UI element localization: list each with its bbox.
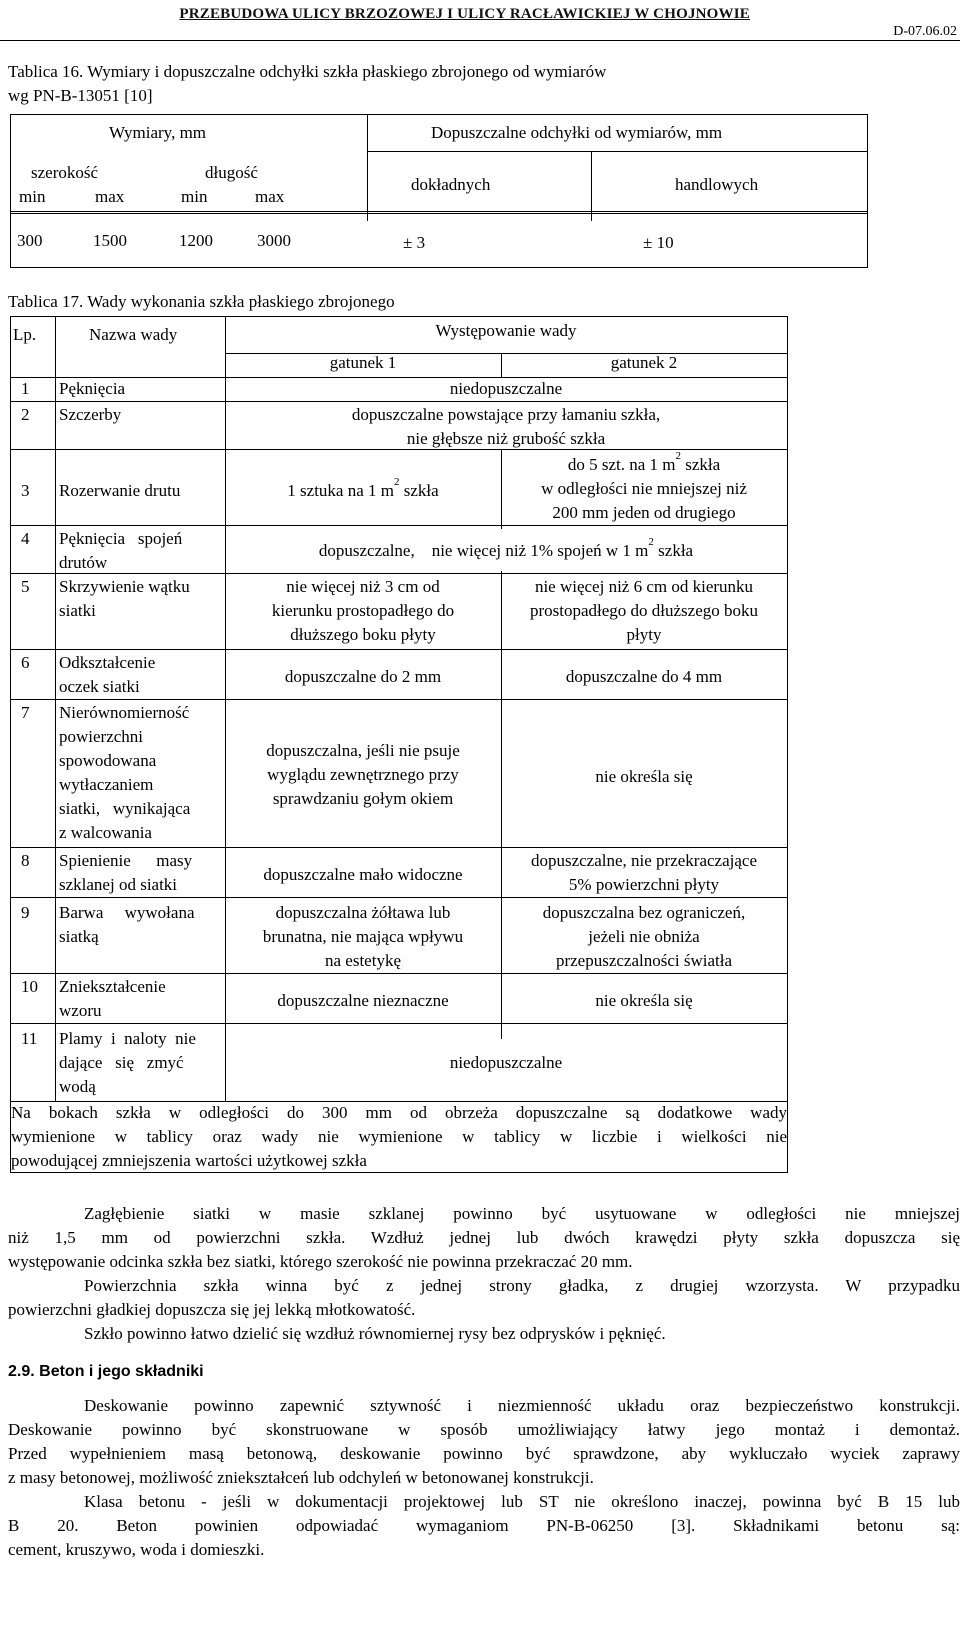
- header-dimensions: Wymiary, mm: [109, 123, 207, 142]
- row-defect-name: [59, 527, 219, 575]
- cell-line: Na bokach szkła w odległości do 300 mm od obrzeża dopuszczalne są dodatkowe wady: [11, 1103, 787, 1122]
- row-grade1: [225, 739, 501, 811]
- table16-caption: [8, 60, 960, 108]
- cell-line: wytłaczaniem: [59, 775, 154, 794]
- header-length: długość: [205, 163, 258, 182]
- cell-line: dopuszczalne, nie przekraczające: [530, 851, 758, 870]
- paragraph-line: Powierzchnia szkła winna być z jednej strony gładka, z drugiej wzorzysta. W przypadku: [84, 1276, 960, 1295]
- row-divider: [11, 897, 787, 898]
- cell-line: wyglądu zewnętrznego przy: [267, 765, 459, 784]
- row-grade1: [225, 575, 501, 647]
- section-heading: 2.9. Beton i jego składniki: [8, 1363, 204, 1380]
- row-occurrence: niedopuszczalne: [449, 379, 563, 398]
- row-defect-name: [59, 701, 219, 845]
- row-divider: [11, 699, 787, 700]
- paragraph-line: występowanie odcinka szkła bez siatki, którego szerokość nie powinna przekraczać 20 mm.: [8, 1252, 633, 1271]
- row-defect-name: [59, 975, 219, 1023]
- project-title: PRZEBUDOWA ULICY BRZOZOWEJ I ULICY RACŁAWICKIEJ W CHOJNOWIE: [179, 6, 750, 22]
- cell-line: dopuszczalna bez ograniczeń,: [542, 903, 746, 922]
- paragraph-line: powierzchni gładkiej dopuszcza się jej lekką młotkowatość.: [8, 1300, 416, 1319]
- row-divider: [11, 1023, 787, 1024]
- paragraph-concrete-class: [8, 1490, 960, 1562]
- paragraph-mesh-depth: [8, 1202, 960, 1274]
- cell-line: 5% powierzchni płyty: [568, 875, 720, 894]
- row-grade2: [501, 575, 787, 647]
- cell-line: Skrzywienie wątku: [59, 577, 190, 596]
- row-lp: 2: [21, 405, 30, 424]
- row-defect-name: Rozerwanie drutu: [59, 481, 181, 500]
- cell-line: szklanej od siatki: [59, 875, 178, 894]
- row-defect-name: Pęknięcia: [59, 379, 126, 398]
- row-defect-name: [59, 575, 219, 623]
- cell-line: spowodowana: [59, 751, 157, 770]
- cell-line: nie więcej niż 3 cm od: [286, 577, 440, 596]
- row-defect-name: [59, 849, 219, 897]
- superscript: 2: [394, 476, 400, 488]
- row-grade2: nie określa się: [595, 767, 693, 786]
- row-lp: 3: [21, 481, 30, 500]
- cell-line: Plamy i naloty nie: [59, 1029, 196, 1048]
- row-grade2: [501, 901, 787, 973]
- spec-code: D-07.06.02: [893, 24, 957, 39]
- cell-line: oczek siatki: [59, 677, 140, 696]
- header-commercial: handlowych: [675, 175, 759, 194]
- row-grade2: dopuszczalne do 4 mm: [565, 667, 723, 686]
- paragraph-line: Przed wypełnieniem masą betonową, deskowanie powinno być sprawdzone, aby wykluczało wyciek zaprawy: [8, 1444, 960, 1463]
- cell-line: dopuszczalna żółtawa lub: [275, 903, 451, 922]
- row-divider: [367, 151, 867, 152]
- cell-line: jeżeli nie obniża: [588, 927, 700, 946]
- cell-line: dłuższego boku płyty: [290, 625, 436, 644]
- row-divider: [11, 525, 787, 526]
- table17-footnote: [11, 1101, 787, 1173]
- cell-width-max: 1500: [93, 231, 127, 250]
- paragraph-cutting: [8, 1322, 960, 1346]
- cell-line: na estetykę: [325, 951, 401, 970]
- paragraph-line: cement, kruszywo, woda i domieszki.: [8, 1540, 265, 1559]
- cell-line: powodującej zmniejszenia wartości użytkowej szkła: [11, 1151, 367, 1170]
- row-grade2: nie określa się: [595, 991, 693, 1010]
- cell-precise: ± 3: [403, 233, 426, 252]
- paragraph-line: Deskowanie powinno zapewnić sztywność i niezmienność układu oraz bezpieczeństwo konstrukcji.: [84, 1396, 960, 1415]
- cell-line: Nierównomierność: [59, 703, 190, 722]
- row-defect-name: [59, 901, 219, 949]
- row-divider: [11, 211, 867, 212]
- header-precise: dokładnych: [411, 175, 491, 194]
- row-defect-name: [59, 651, 219, 699]
- cell-line: Odkształcenie: [59, 653, 156, 672]
- row-lp: 9: [21, 903, 30, 922]
- paragraph-line: Zagłębienie siatki w masie szklanej powinno być usytuowane w odległości nie mniejszej: [84, 1204, 960, 1223]
- cell-line: drutów: [59, 553, 108, 572]
- superscript: 2: [648, 536, 654, 548]
- cell-text: dopuszczalne, nie więcej niż 1% spojeń w 1 m: [318, 541, 649, 560]
- paragraph-line: Klasa betonu - jeśli w dokumentacji projektowej lub ST nie określono inaczej, powinna być B 15 lub: [84, 1492, 960, 1511]
- cell-line: siatką: [59, 927, 99, 946]
- row-grade1: [225, 476, 501, 503]
- cell-line: przepuszczalności światła: [555, 951, 733, 970]
- cell-line: nie głębsze niż grubość szkła: [406, 429, 606, 448]
- cell-line: nie więcej niż 6 cm od kierunku: [534, 577, 754, 596]
- cell-text: szkła: [680, 455, 721, 474]
- row-occurrence: niedopuszczalne: [449, 1053, 563, 1072]
- table17-caption: Tablica 17. Wady wykonania szkła płaskiego zbrojonego: [8, 292, 395, 311]
- cell-line: siatki, wynikająca: [59, 799, 191, 818]
- cell-line: kierunku prostopadłego do: [271, 601, 455, 620]
- paragraph-line: Deskowanie powinno być skonstruowane w sposób umożliwiający łatwy jego montaż i demontaż.: [8, 1420, 960, 1439]
- caption-line: wg PN-B-13051 [10]: [8, 86, 153, 105]
- paragraph-formwork: [8, 1394, 960, 1490]
- cell-line: prostopadłego do dłuższego boku: [529, 601, 759, 620]
- row-grade2: [501, 450, 787, 525]
- col-divider: [55, 317, 56, 1101]
- cell-line: wodą: [59, 1077, 96, 1096]
- row-divider: [11, 847, 787, 848]
- paragraph-line: Szkło powinno łatwo dzielić się wzdłuż równomiernej rysy bez odprysków i pęknięć.: [84, 1324, 666, 1343]
- cell-line: sprawdzaniu gołym okiem: [272, 789, 454, 808]
- header-grade1: gatunek 1: [329, 353, 397, 372]
- header-grade2: gatunek 2: [610, 353, 678, 372]
- cell-line: Zniekształcenie: [59, 977, 166, 996]
- header-min: min: [19, 187, 46, 206]
- cell-line: 200 mm jeden od drugiego: [552, 503, 736, 522]
- cell-length-max: 3000: [257, 231, 291, 250]
- row-lp: 11: [21, 1029, 38, 1048]
- row-divider: [11, 401, 787, 402]
- row-lp: 6: [21, 653, 30, 672]
- cell-text: do 5 szt. na 1 m: [567, 455, 676, 474]
- row-lp: 4: [21, 529, 30, 548]
- superscript: 2: [675, 450, 681, 462]
- row-lp: 5: [21, 577, 30, 596]
- row-divider: [11, 213, 867, 214]
- paragraph-line: B 20. Beton powinien odpowiadać wymaganiom PN-B-06250 [3]. Składnikami betonu są:: [8, 1516, 960, 1535]
- caption-line: Tablica 16. Wymiary i dopuszczalne odchyłki szkła płaskiego zbrojonego od wymiarów: [8, 62, 607, 81]
- row-grade1: dopuszczalne mało widoczne: [263, 865, 463, 884]
- row-occurrence: [225, 536, 787, 563]
- cell-line: dopuszczalne powstające przy łamaniu szkła,: [351, 405, 661, 424]
- header-lp: Lp.: [13, 325, 37, 344]
- row-lp: 7: [21, 703, 30, 722]
- cell-line: Spienienie masy: [59, 851, 193, 870]
- header-max: max: [255, 187, 285, 206]
- cell-line: płyty: [626, 625, 662, 644]
- header-rule: [0, 40, 960, 41]
- cell-line: dające się zmyć: [59, 1053, 184, 1072]
- row-grade1: dopuszczalne nieznaczne: [277, 991, 449, 1010]
- table16: [10, 114, 868, 268]
- header-max: max: [95, 187, 125, 206]
- paragraph-surface: [8, 1274, 960, 1322]
- cell-line: siatki: [59, 601, 96, 620]
- row-occurrence: [225, 403, 787, 451]
- cell-text: szkła: [399, 481, 439, 500]
- cell-line: z walcowania: [59, 823, 152, 842]
- col-divider: [367, 115, 368, 221]
- cell-line: wymienione w tablicy oraz wady nie wymienione w tablicy w liczbie i wielkości nie: [11, 1127, 787, 1146]
- table17: [10, 316, 788, 1173]
- header-occurrence: Występowanie wady: [435, 321, 577, 340]
- cell-line: Barwa wywołana: [59, 903, 195, 922]
- row-grade1: [225, 901, 501, 973]
- header-width: szerokość: [31, 163, 99, 182]
- row-lp: 8: [21, 851, 30, 870]
- row-lp: 10: [21, 977, 38, 996]
- cell-line: wzoru: [59, 1001, 102, 1020]
- cell-line: dopuszczalna, jeśli nie psuje: [266, 741, 460, 760]
- row-defect-name: [59, 1027, 219, 1099]
- cell-length-min: 1200: [179, 231, 213, 250]
- header-tolerances: Dopuszczalne odchyłki od wymiarów, mm: [431, 123, 723, 142]
- paragraph-line: niż 1,5 mm od powierzchni szkła. Wzdłuż jednej lub dwóch krawędzi płyty szkła dopuszcza się: [8, 1228, 960, 1247]
- row-lp: 1: [21, 379, 30, 398]
- cell-text: 1 sztuka na 1 m: [287, 481, 394, 500]
- cell-commercial: ± 10: [643, 233, 674, 252]
- row-grade2: [501, 849, 787, 897]
- header-min: min: [181, 187, 208, 206]
- cell-line: brunatna, nie mająca wpływu: [262, 927, 464, 946]
- row-divider: [11, 973, 787, 974]
- row-divider: [11, 649, 787, 650]
- cell-line: powierzchni: [59, 727, 144, 746]
- cell-line: w odległości nie mniejszej niż: [541, 479, 747, 498]
- row-defect-name: Szczerby: [59, 405, 122, 424]
- paragraph-line: z masy betonowej, możliwość zniekształceń lub odchyleń w betonowanej konstrukcji.: [8, 1468, 594, 1487]
- header-defect-name: Nazwa wady: [89, 325, 178, 344]
- cell-text: szkła: [653, 541, 694, 560]
- row-grade1: dopuszczalne do 2 mm: [284, 667, 442, 686]
- cell-line: Pęknięcia spojeń: [59, 529, 183, 548]
- cell-width-min: 300: [17, 231, 43, 250]
- cell-line: [501, 450, 787, 477]
